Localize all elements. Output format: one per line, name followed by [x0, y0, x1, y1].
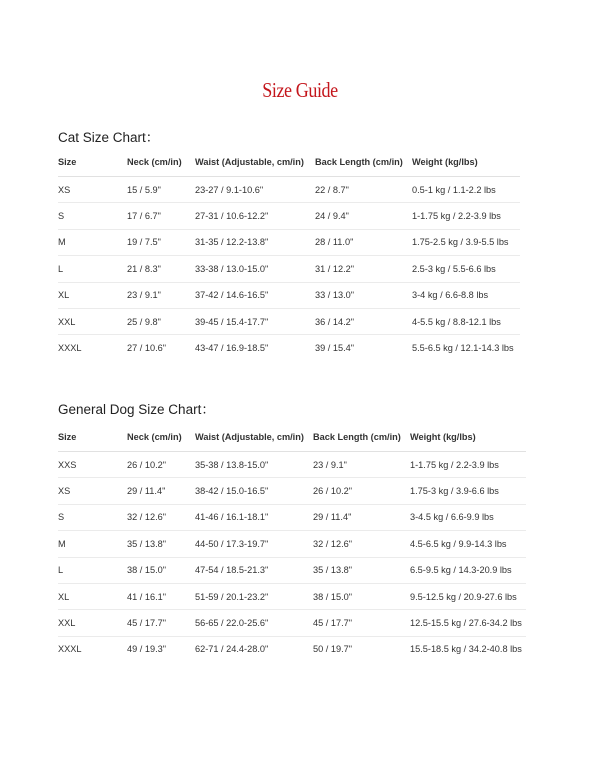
column-header: Neck (cm/in) [127, 423, 195, 452]
table-cell: M [58, 229, 127, 255]
table-cell: 1-1.75 kg / 2.2-3.9 lbs [410, 452, 526, 478]
column-header: Waist (Adjustable, cm/in) [195, 423, 313, 452]
column-header: Waist (Adjustable, cm/in) [195, 148, 315, 177]
table-cell: 32 / 12.6" [313, 531, 410, 557]
table-row [58, 256, 520, 282]
table-row [58, 478, 526, 504]
page-title: Size Guide [262, 78, 338, 102]
cat-chart-heading: Cat Size Chart： [58, 130, 160, 145]
dog-size-table [58, 423, 526, 662]
table-row [58, 177, 520, 203]
table-cell: L [58, 256, 127, 282]
table-cell: 62-71 / 24.4-28.0" [195, 644, 269, 655]
table-cell: 15.5-18.5 kg / 34.2-40.8 lbs [410, 644, 522, 655]
table-row [58, 203, 520, 229]
table-cell: XXXL [58, 644, 82, 655]
table-cell: 2.5-3 kg / 5.5-6.6 lbs [412, 256, 520, 282]
column-header: Size [58, 148, 127, 177]
table-cell: 47-54 / 18.5-21.3" [195, 557, 313, 583]
table-header-row [58, 423, 526, 452]
table-cell: 25 / 9.8" [127, 308, 195, 334]
table-cell: 6.5-9.5 kg / 14.3-20.9 lbs [410, 557, 526, 583]
table-cell: 29 / 11.4" [313, 504, 410, 530]
table-row [58, 229, 520, 255]
table-row [58, 452, 526, 478]
table-cell: 28 / 11.0" [315, 229, 412, 255]
table-row [58, 282, 520, 308]
table-cell: 17 / 6.7" [127, 203, 195, 229]
table-cell: 19 / 7.5" [127, 229, 195, 255]
cat-size-table [58, 148, 520, 361]
table-cell: XXXL [58, 343, 82, 354]
table-cell: XL [58, 583, 127, 609]
table-cell: 27-31 / 10.6-12.2" [195, 203, 315, 229]
dog-chart-heading: General Dog Size Chart： [58, 402, 215, 417]
table-cell: 21 / 8.3" [127, 256, 195, 282]
table-cell: 27 / 10.6" [127, 343, 167, 354]
table-row [58, 504, 526, 530]
table-cell: 45 / 17.7" [127, 610, 195, 636]
table-cell: 23-27 / 9.1-10.6" [195, 177, 315, 203]
column-header: Back Length (cm/in) [313, 423, 410, 452]
table-cell: L [58, 557, 127, 583]
table-cell: 43-47 / 16.9-18.5" [195, 343, 269, 354]
table-cell: 26 / 10.2" [313, 478, 410, 504]
table-cell: 31-35 / 12.2-13.8" [195, 229, 315, 255]
table-cell: XXL [58, 308, 127, 334]
table-cell: 38 / 15.0" [127, 557, 195, 583]
column-header: Back Length (cm/in) [315, 148, 412, 177]
table-cell: 32 / 12.6" [127, 504, 195, 530]
table-cell: 0.5-1 kg / 1.1-2.2 lbs [412, 177, 520, 203]
table-cell: XXL [58, 610, 127, 636]
table-cell: 38 / 15.0" [313, 583, 410, 609]
table-cell: XS [58, 478, 127, 504]
table-cell: 44-50 / 17.3-19.7" [195, 531, 313, 557]
table-cell: 39-45 / 15.4-17.7" [195, 308, 315, 334]
table-cell: 5.5-6.5 kg / 12.1-14.3 lbs [412, 343, 514, 354]
table-cell: 33-38 / 13.0-15.0" [195, 256, 315, 282]
table-cell: 41-46 / 16.1-18.1" [195, 504, 313, 530]
table-cell: 3-4 kg / 6.6-8.8 lbs [412, 282, 520, 308]
table-cell: 35-38 / 13.8-15.0" [195, 452, 313, 478]
table-cell: 1-1.75 kg / 2.2-3.9 lbs [412, 203, 520, 229]
table-cell: XS [58, 177, 127, 203]
column-header: Weight (kg/lbs) [412, 148, 520, 177]
table-cell: S [58, 203, 127, 229]
table-cell: 56-65 / 22.0-25.6" [195, 610, 313, 636]
table-cell: 50 / 19.7" [313, 644, 353, 655]
table-cell: XXS [58, 452, 127, 478]
table-row [58, 335, 520, 361]
table-row [58, 583, 526, 609]
table-header-row [58, 148, 520, 177]
table-cell: M [58, 531, 127, 557]
table-cell: 23 / 9.1" [127, 282, 195, 308]
table-cell: 3-4.5 kg / 6.6-9.9 lbs [410, 504, 526, 530]
table-cell: 9.5-12.5 kg / 20.9-27.6 lbs [410, 583, 526, 609]
table-cell: 51-59 / 20.1-23.2" [195, 583, 313, 609]
table-cell: 35 / 13.8" [127, 531, 195, 557]
table-cell: 15 / 5.9" [127, 177, 195, 203]
table-cell: XL [58, 282, 127, 308]
table-cell: 35 / 13.8" [313, 557, 410, 583]
table-cell: 12.5-15.5 kg / 27.6-34.2 lbs [410, 610, 526, 636]
table-cell: 24 / 9.4" [315, 203, 412, 229]
table-row [58, 531, 526, 557]
table-cell: 4-5.5 kg / 8.8-12.1 lbs [412, 308, 520, 334]
table-cell: 23 / 9.1" [313, 452, 410, 478]
column-header: Weight (kg/lbs) [410, 423, 526, 452]
table-row [58, 636, 526, 662]
table-cell: 26 / 10.2" [127, 452, 195, 478]
table-cell: 37-42 / 14.6-16.5" [195, 282, 315, 308]
table-cell: 49 / 19.3" [127, 644, 167, 655]
column-header: Size [58, 423, 127, 452]
table-cell: 31 / 12.2" [315, 256, 412, 282]
table-cell: 38-42 / 15.0-16.5" [195, 478, 313, 504]
table-cell: 1.75-2.5 kg / 3.9-5.5 lbs [412, 229, 520, 255]
table-cell: 29 / 11.4" [127, 478, 195, 504]
table-row [58, 557, 526, 583]
table-cell: 36 / 14.2" [315, 308, 412, 334]
table-cell: 1.75-3 kg / 3.9-6.6 lbs [410, 478, 526, 504]
table-cell: S [58, 504, 127, 530]
table-cell: 45 / 17.7" [313, 610, 410, 636]
table-row [58, 308, 520, 334]
table-row [58, 610, 526, 636]
column-header: Neck (cm/in) [127, 148, 195, 177]
table-cell: 41 / 16.1" [127, 583, 195, 609]
table-cell: 33 / 13.0" [315, 282, 412, 308]
table-cell: 22 / 8.7" [315, 177, 412, 203]
table-cell: 39 / 15.4" [315, 343, 355, 354]
table-cell: 4.5-6.5 kg / 9.9-14.3 lbs [410, 531, 526, 557]
